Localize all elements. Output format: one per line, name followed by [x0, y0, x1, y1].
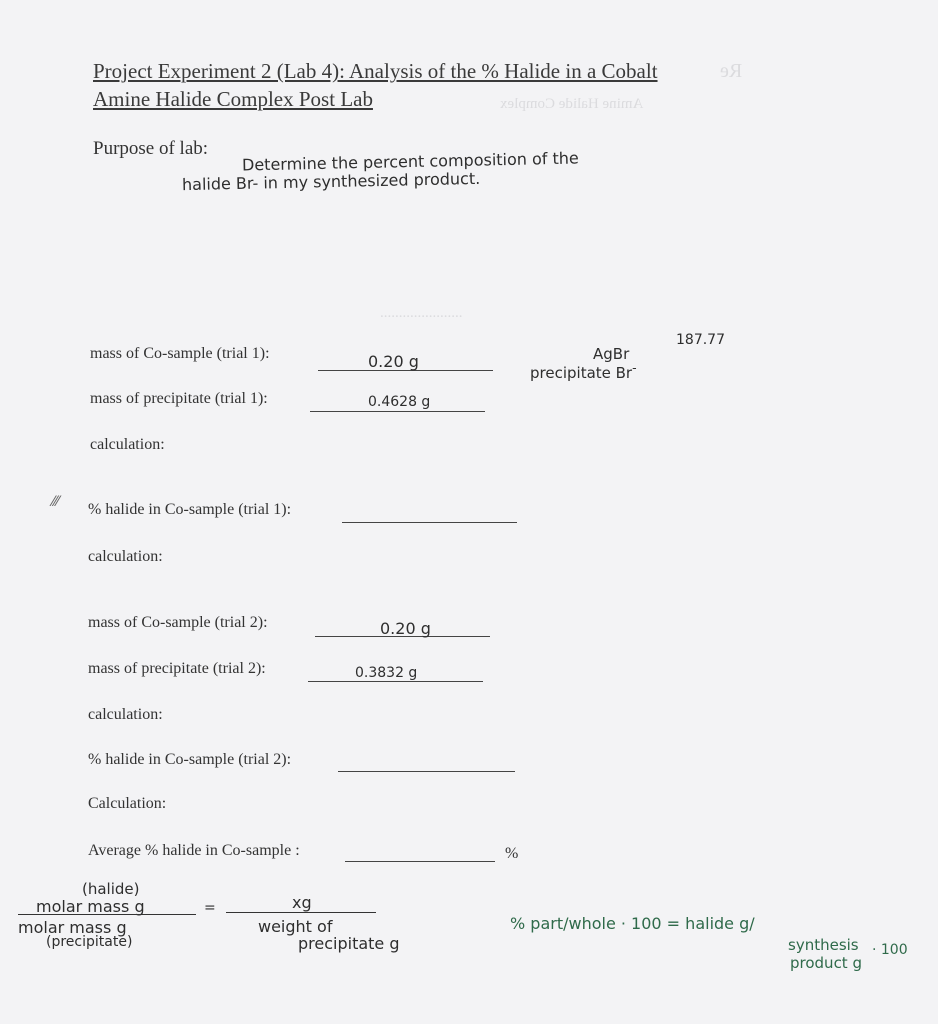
- agbr-formula: AgBr: [593, 345, 630, 363]
- trial1-calculation-label: calculation:: [90, 436, 165, 453]
- trial2-mass-value: 0.20 g: [380, 619, 431, 638]
- formula-denominator: molar mass g: [18, 918, 127, 937]
- bromide-charge: -: [632, 360, 637, 375]
- purpose-label: Purpose of lab:: [93, 138, 209, 159]
- bleed-through-text: Re: [720, 60, 743, 82]
- formula-equals: =: [204, 900, 216, 916]
- title-line-2: Amine Halide Complex Post Lab: [93, 87, 373, 111]
- trial2-precipitate-value: 0.3832 g: [355, 665, 418, 681]
- precipitate-note: [530, 360, 637, 382]
- percent-formula-product: product g: [790, 954, 862, 972]
- formula-precipitate-label: (precipitate): [46, 934, 133, 950]
- formula-left-fraction-bar: [18, 914, 196, 915]
- trial1-precipitate-value: 0.4628 g: [368, 394, 431, 410]
- trial2-mass-label: mass of Co-sample (trial 2):: [88, 614, 268, 631]
- trial1-percent-calc-label: calculation:: [88, 548, 163, 565]
- percent-formula-text: % part/whole · 100 = halide g/: [510, 914, 755, 933]
- trial2-percent-calc-label: Calculation:: [88, 795, 167, 812]
- bleed-through-text: ......................: [380, 305, 463, 321]
- trial2-percent-line: [338, 771, 515, 772]
- formula-precipitate-g: precipitate g: [298, 934, 400, 953]
- average-label: Average % halide in Co-sample :: [88, 842, 300, 859]
- trial1-mass-value: 0.20 g: [368, 352, 419, 371]
- purpose-answer-line-2: halide Br- in my synthesized product.: [181, 168, 481, 195]
- precipitate-note-text: precipitate Br: [530, 364, 633, 382]
- trial1-precipitate-line: [310, 411, 485, 412]
- trial1-percent-line: [342, 522, 517, 523]
- trial2-precipitate-line: [308, 681, 483, 682]
- formula-right-fraction-bar: [226, 912, 376, 913]
- trial2-precipitate-label: mass of precipitate (trial 2):: [88, 660, 266, 677]
- title-line-1: Project Experiment 2 (Lab 4): Analysis of the % Halide in a Cobalt: [93, 59, 658, 83]
- agbr-molar-mass: 187.77: [676, 332, 725, 348]
- trial2-calculation-label: calculation:: [88, 706, 163, 723]
- average-line: [345, 861, 495, 862]
- trial1-precipitate-label: mass of precipitate (trial 1):: [90, 390, 268, 407]
- formula-numerator: molar mass g: [36, 897, 145, 916]
- percent-formula-times-100: · 100: [872, 942, 908, 958]
- formula-weight-of: weight of: [258, 917, 333, 936]
- formula-rhs-numerator: xg: [292, 893, 312, 912]
- bleed-through-text: Amine Halide Complex: [500, 96, 644, 112]
- average-unit: %: [505, 845, 519, 862]
- trial2-percent-label: % halide in Co-sample (trial 2):: [88, 751, 292, 768]
- formula-halide-label: (halide): [82, 880, 140, 898]
- percent-formula-synthesis: synthesis: [788, 936, 859, 954]
- purpose-answer-line-1: Determine the percent composition of the: [241, 148, 579, 175]
- worksheet-title: [93, 57, 853, 113]
- trial1-mass-label: mass of Co-sample (trial 1):: [90, 345, 270, 362]
- pencil-mark: ⁄⁄⁄: [52, 494, 60, 510]
- trial1-percent-label: % halide in Co-sample (trial 1):: [88, 501, 292, 518]
